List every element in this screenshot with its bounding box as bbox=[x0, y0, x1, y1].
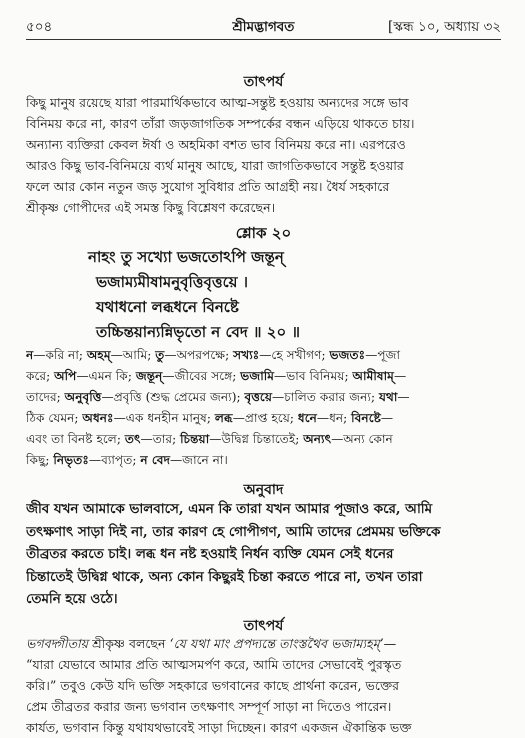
synonym-term: অন্যৎ bbox=[303, 432, 332, 446]
page-number: ৫০৪ bbox=[26, 19, 53, 35]
synonyms-block bbox=[26, 345, 501, 471]
synonym-line bbox=[26, 345, 501, 366]
synonym-term: যথা bbox=[378, 390, 398, 404]
purport2-text: কার্যত, ভগবান কিন্তু যথাযথভাবেই সাড়া দিচ্ছেন। কারণ একজন ঐকান্তিক ভক্ত bbox=[26, 720, 412, 735]
synonym-gloss: — bbox=[393, 369, 407, 383]
purport2-text: শ্রীকৃষ্ণ বলছেন bbox=[92, 636, 170, 651]
purport2-line bbox=[26, 654, 501, 675]
synonym-term: তু bbox=[155, 348, 165, 362]
synonym-gloss: —পূজা bbox=[365, 348, 401, 362]
purport2-text: ‘যে যথা মাং প্রপদ্যন্তে তাংস্তথৈব ভজাম্যহম্’— bbox=[169, 636, 397, 651]
running-head bbox=[26, 16, 501, 36]
translation-line: জীব যখন আমাকে ভালবাসে, এমন কি তারা যখন আমার পূজাও করে, আমি bbox=[26, 501, 433, 517]
purport-heading-1: তাৎপর্য bbox=[243, 74, 284, 90]
synonym-line bbox=[26, 408, 501, 429]
synonym-gloss: —ব্যাপৃত; bbox=[88, 453, 141, 467]
synonym-gloss: —চালিত করার জন্য; bbox=[272, 390, 379, 404]
purport2-text: প্রেম তীব্রতর করার জন্য ভগবান তৎক্ষণাৎ সম্পূর্ণ সাড়া না দিতেও পারেন। bbox=[26, 699, 392, 714]
translation-line: তীব্রতর করতে চাই। লব্ধ ধন নষ্ট হওয়াই নির্ধন ব্যক্তি যেমন সেই ধনের bbox=[26, 546, 394, 562]
translation-heading: অনুবাদ bbox=[243, 482, 284, 498]
purport1-line: কিছু মানুষ রয়েছে যারা পারমার্থিকভাবে আত্ম-সন্তুষ্ট হওয়ায় অন্যদের সঙ্গে ভাব bbox=[26, 95, 409, 110]
synonym-gloss: —উদ্বিগ্ন চিন্তাতেই; bbox=[209, 432, 304, 446]
synonym-line bbox=[26, 429, 501, 450]
synonym-gloss: —এমন কি; bbox=[76, 369, 136, 383]
synonym-term: অহম্ bbox=[86, 348, 111, 362]
synonym-gloss: —অন্য কোন bbox=[331, 432, 393, 446]
purport2-line bbox=[26, 675, 501, 696]
synonym-gloss: তাদের; bbox=[26, 390, 65, 404]
synonym-term: অপি bbox=[54, 369, 77, 383]
purport1-line: শ্রীকৃষ্ণ গোপীদের এই সমস্ত কিছু বিশ্লেষণ করেছেন। bbox=[26, 200, 276, 215]
purport-paragraph-1 bbox=[26, 92, 501, 218]
synonym-gloss: —ধন; bbox=[316, 411, 352, 425]
purport2-text: ভগবদ্গীতায় bbox=[26, 636, 93, 651]
synonym-gloss: করে; bbox=[26, 369, 55, 383]
purport1-line: বিনিময় করে না, কারণ তাঁরা জড়জাগতিক সম্পর্কের বন্ধন এড়িয়ে থাকতে চায়। bbox=[26, 116, 415, 131]
book-title: শ্রীমদ্ভাগবত bbox=[232, 19, 295, 35]
synonym-gloss: —জীবের সঙ্গে; bbox=[162, 369, 241, 383]
synonym-term: ন bbox=[26, 348, 34, 362]
synonym-term: ধনে bbox=[297, 411, 317, 425]
synonym-gloss: —প্রাপ্ত হয়ে; bbox=[232, 411, 298, 425]
purport-heading-2: তাৎপর্য bbox=[243, 618, 284, 634]
synonym-gloss: এবং তা বিনষ্ট হলে; bbox=[26, 432, 125, 446]
verse-line: তচ্চিন্তয়ান্যন্নিভৃতো ন বেদ ॥ ২০ ॥ bbox=[96, 323, 300, 341]
purport2-text: “যারা যেভাবে আমার প্রতি আত্মসমর্পণ করে, আমি তাদের সেভাবেই পুরস্কৃত bbox=[26, 657, 402, 672]
section-reference: [স্কন্ধ ১০, অধ্যায় ৩২ bbox=[388, 19, 501, 35]
synonym-gloss: কিছু; bbox=[26, 453, 54, 467]
synonym-term: তৎ bbox=[124, 432, 141, 446]
synonym-gloss: —প্রবৃত্তি (শুদ্ধ প্রেমের জন্য); bbox=[101, 390, 245, 404]
purport2-line bbox=[26, 633, 501, 654]
header-rule bbox=[26, 39, 501, 40]
purport2-line bbox=[26, 696, 501, 717]
synonym-term: নিভৃতঃ bbox=[53, 453, 89, 467]
synonym-term: চিন্তয়া bbox=[180, 432, 210, 446]
synonym-term: জন্তূন্ bbox=[135, 369, 163, 383]
synonym-line bbox=[26, 387, 501, 408]
synonym-gloss: — bbox=[380, 411, 394, 425]
purport1-line: ফলে আর কোন নতুন জড় সুযোগ সুবিধার প্রতি আগ্রহী নয়। ধৈর্য সহকারে bbox=[26, 179, 390, 194]
synonym-term: অনুবৃত্তি bbox=[64, 390, 102, 404]
synonym-term: বৃত্তয়ে bbox=[244, 390, 273, 404]
synonym-gloss: ঠিক যেমন; bbox=[26, 411, 83, 425]
synonym-gloss: —জানে না। bbox=[169, 453, 228, 467]
purport1-line: আরও কিছু ভাব-বিনিময়ে ব্যর্থ মানুষ আছে, যারা জাগতিকভাবে সন্তুষ্ট হওয়ার bbox=[26, 158, 404, 173]
synonym-gloss: —অপরপক্ষে; bbox=[164, 348, 234, 362]
synonym-line bbox=[26, 450, 501, 471]
synonym-gloss: —তার; bbox=[140, 432, 181, 446]
verse-line: নাহং তু সখ্যো ভজতোঽপি জন্তূন্ bbox=[88, 248, 284, 266]
purport2-text: করি।” তবুও কেউ যদি ভক্তি সহকারে ভগবানের কাছে প্রার্থনা করেন, ভক্তের bbox=[26, 678, 400, 693]
verse-line: যথাধনো লব্ধধনে বিনষ্টে bbox=[96, 298, 239, 316]
purport2-line bbox=[26, 717, 501, 738]
purport-paragraph-2 bbox=[26, 633, 501, 738]
translation-line: তৎক্ষণাৎ সাড়া দিই না, তার কারণ হে গোপীগণ, আমি তাদের প্রেমময় ভক্তিকে bbox=[26, 523, 441, 540]
synonym-gloss: —হে সখীগণ; bbox=[259, 348, 330, 362]
synonym-term: ভজামি bbox=[240, 369, 275, 383]
verse-heading: শ্লোক ২০ bbox=[235, 224, 292, 242]
purport1-line: অন্যান্য ব্যক্তিরা কেবল ঈর্ষা ও অহমিকা বশত ভাব বিনিময় করে না। এরপরেও bbox=[26, 137, 406, 152]
synonym-line bbox=[26, 366, 501, 387]
synonym-gloss: —এক ধনহীন মানুষ; bbox=[113, 411, 215, 425]
translation-line: চিন্তাতেই উদ্বিগ্ন থাকে, অন্য কোন কিছুরই চিন্তা করতে পারে না, তখন তারা bbox=[26, 568, 423, 585]
synonym-term: ন বেদ bbox=[140, 453, 170, 467]
synonym-term: আমীষাম্ bbox=[352, 369, 394, 383]
synonym-gloss: — bbox=[397, 390, 410, 404]
translation-line: তেমনি হয়ে ওঠে। bbox=[26, 591, 118, 607]
synonym-term: লব্ধ bbox=[214, 411, 233, 425]
synonym-term: সখ্যঃ bbox=[233, 348, 260, 362]
translation-paragraph bbox=[26, 498, 501, 611]
verse-line: ভজাম্যমীষামনুবৃত্তিবৃত্তয়ে । bbox=[96, 273, 249, 291]
synonym-gloss: —আমি; bbox=[110, 348, 156, 362]
synonym-gloss: —করি না; bbox=[33, 348, 87, 362]
synonym-term: বিনষ্টে bbox=[351, 411, 381, 425]
synonym-term: ভজতঃ bbox=[329, 348, 366, 362]
synonym-gloss: —ভাব বিনিময়; bbox=[274, 369, 353, 383]
synonym-term: অধনঃ bbox=[82, 411, 114, 425]
